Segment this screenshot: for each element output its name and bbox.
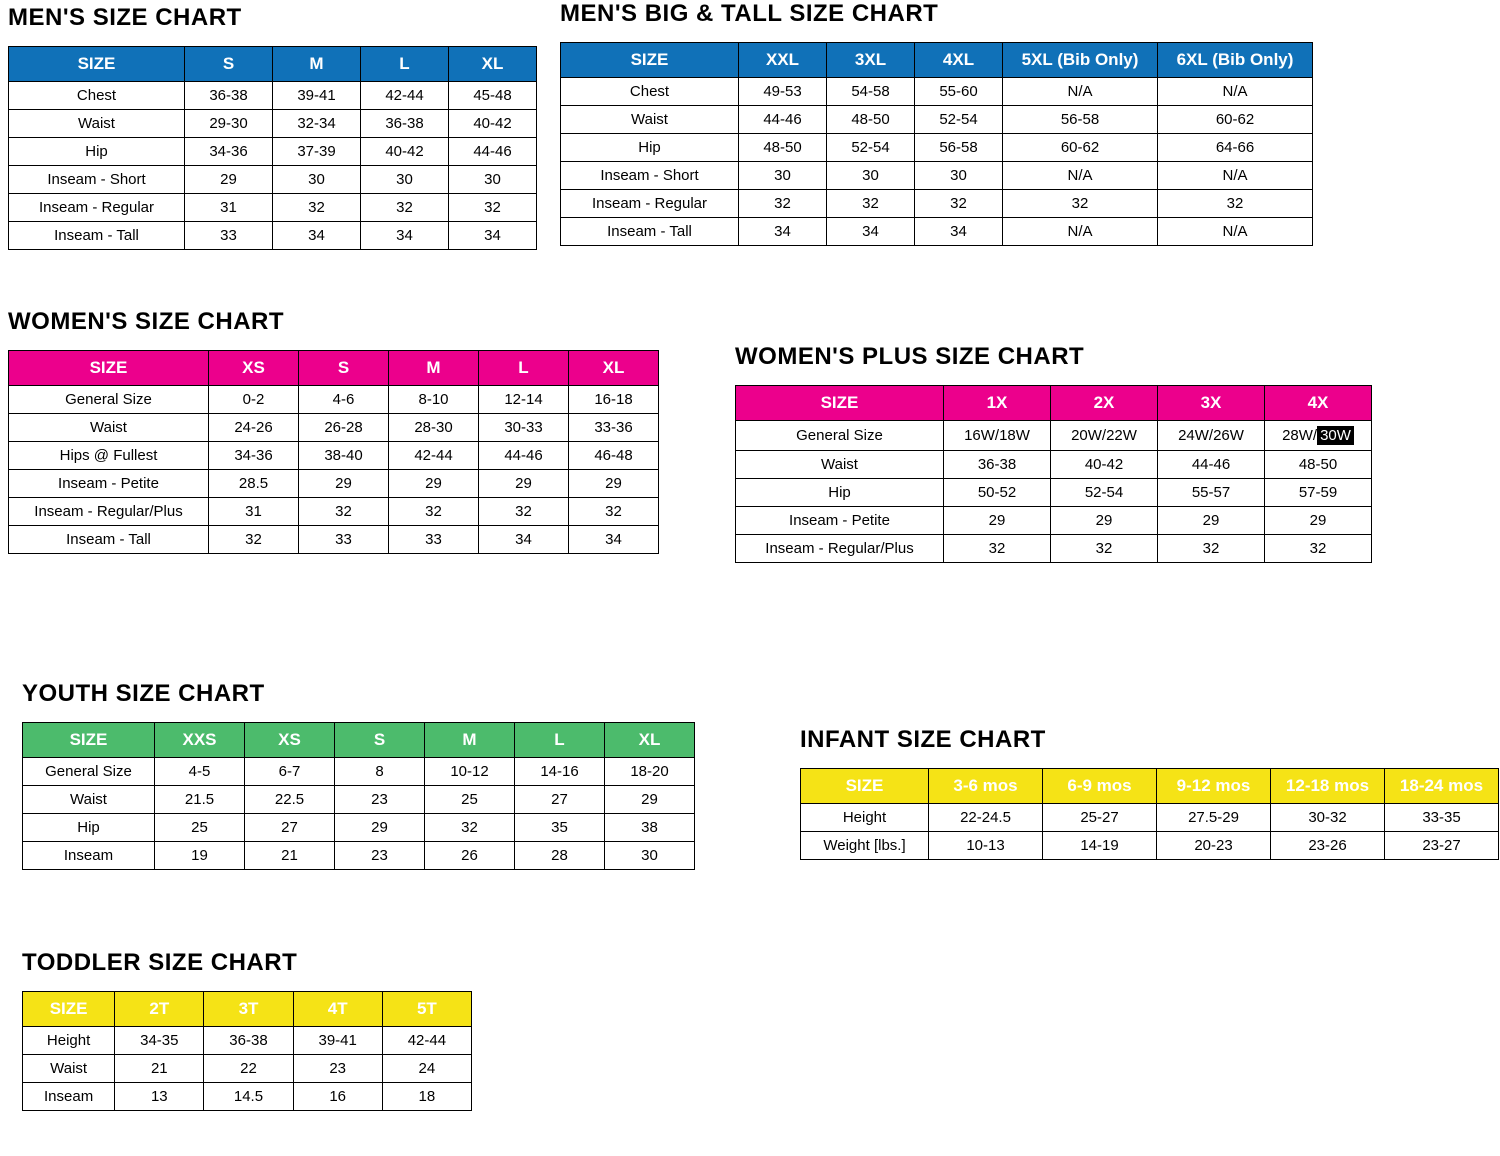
cell: 36-38 xyxy=(944,451,1051,479)
column-header: SIZE xyxy=(23,723,155,758)
column-header: XL xyxy=(605,723,695,758)
cell: 49-53 xyxy=(739,78,827,106)
toddler-size-chart xyxy=(22,949,472,1111)
cell: 4-6 xyxy=(299,386,389,414)
cell: 32 xyxy=(479,498,569,526)
cell: 44-46 xyxy=(479,442,569,470)
cell: 18 xyxy=(382,1083,471,1111)
cell: 34 xyxy=(827,218,915,246)
table-header-row xyxy=(736,386,1372,421)
toddler-size-table xyxy=(22,991,472,1111)
table-row xyxy=(801,832,1499,860)
infant-size-table xyxy=(800,768,1499,860)
table-header-row xyxy=(801,769,1499,804)
cell: 30 xyxy=(605,842,695,870)
table-row xyxy=(23,814,695,842)
cell: 20-23 xyxy=(1157,832,1271,860)
cell: 34 xyxy=(361,222,449,250)
cell: 30 xyxy=(361,166,449,194)
selected-text: 30W xyxy=(1317,426,1354,445)
column-header: SIZE xyxy=(801,769,929,804)
row-label: Inseam - Tall xyxy=(9,526,209,554)
column-header: 2T xyxy=(115,992,204,1027)
table-row xyxy=(23,1083,472,1111)
cell: 32 xyxy=(827,190,915,218)
cell: N/A xyxy=(1003,218,1158,246)
cell: 40-42 xyxy=(449,110,537,138)
cell: 32 xyxy=(361,194,449,222)
column-header: 9-12 mos xyxy=(1157,769,1271,804)
cell: 30 xyxy=(827,162,915,190)
column-header: 3T xyxy=(204,992,293,1027)
cell: 44-46 xyxy=(739,106,827,134)
column-header: 4X xyxy=(1265,386,1372,421)
cell: 32 xyxy=(1003,190,1158,218)
row-label: Inseam xyxy=(23,842,155,870)
cell: 56-58 xyxy=(915,134,1003,162)
cell: 54-58 xyxy=(827,78,915,106)
table-header-row xyxy=(23,723,695,758)
cell: 24 xyxy=(382,1055,471,1083)
page-title-toddler: TODDLER SIZE CHART xyxy=(22,949,298,976)
row-label: Inseam - Short xyxy=(9,166,185,194)
cell: 23 xyxy=(335,786,425,814)
column-header: XL xyxy=(449,47,537,82)
row-label: Chest xyxy=(9,82,185,110)
cell: 55-57 xyxy=(1158,479,1265,507)
cell: 16W/18W xyxy=(944,421,1051,451)
cell: 32 xyxy=(449,194,537,222)
cell: 55-60 xyxy=(915,78,1003,106)
mens-big-tall-size-chart xyxy=(560,0,1313,246)
cell: 18-20 xyxy=(605,758,695,786)
row-label: Weight [lbs.] xyxy=(801,832,929,860)
table-row xyxy=(9,526,659,554)
cell: 33 xyxy=(185,222,273,250)
row-label: Hip xyxy=(561,134,739,162)
mens-size-chart xyxy=(8,4,537,250)
cell: 22-24.5 xyxy=(929,804,1043,832)
row-label: Waist xyxy=(561,106,739,134)
cell: 44-46 xyxy=(449,138,537,166)
cell: 32 xyxy=(299,498,389,526)
cell: 29 xyxy=(335,814,425,842)
column-header: XS xyxy=(209,351,299,386)
cell: 29 xyxy=(185,166,273,194)
womens-plus-size-table xyxy=(735,385,1372,563)
table-row xyxy=(561,78,1313,106)
cell: N/A xyxy=(1158,78,1313,106)
column-header: 12-18 mos xyxy=(1271,769,1385,804)
cell: 28.5 xyxy=(209,470,299,498)
cell: 28 xyxy=(515,842,605,870)
cell: 38 xyxy=(605,814,695,842)
table-row xyxy=(561,162,1313,190)
cell: 50-52 xyxy=(944,479,1051,507)
infant-size-chart xyxy=(800,726,1499,860)
column-header: 4T xyxy=(293,992,382,1027)
cell: 40-42 xyxy=(361,138,449,166)
table-row xyxy=(23,1027,472,1055)
column-header: M xyxy=(389,351,479,386)
cell: 32 xyxy=(1158,535,1265,563)
cell-highlighted xyxy=(1265,421,1372,451)
row-label: Hips @ Fullest xyxy=(9,442,209,470)
cell: 34 xyxy=(479,526,569,554)
cell: 57-59 xyxy=(1265,479,1372,507)
cell: 28-30 xyxy=(389,414,479,442)
column-header: S xyxy=(299,351,389,386)
cell: 30 xyxy=(273,166,361,194)
cell: 32 xyxy=(1158,190,1313,218)
table-row xyxy=(9,498,659,526)
cell: 30 xyxy=(915,162,1003,190)
cell: 34 xyxy=(739,218,827,246)
cell: 23-26 xyxy=(1271,832,1385,860)
page-title-youth: YOUTH SIZE CHART xyxy=(22,680,265,707)
cell: 23 xyxy=(293,1055,382,1083)
cell: 4-5 xyxy=(155,758,245,786)
cell: 16-18 xyxy=(569,386,659,414)
cell: 22.5 xyxy=(245,786,335,814)
row-label: Height xyxy=(23,1027,115,1055)
row-label: Hip xyxy=(736,479,944,507)
cell: 36-38 xyxy=(185,82,273,110)
cell: 32 xyxy=(209,526,299,554)
cell: 29 xyxy=(605,786,695,814)
column-header: 3XL xyxy=(827,43,915,78)
column-header: M xyxy=(273,47,361,82)
womens-size-table xyxy=(8,350,659,554)
cell: 12-14 xyxy=(479,386,569,414)
cell: 25-27 xyxy=(1043,804,1157,832)
cell: 38-40 xyxy=(299,442,389,470)
column-header: SIZE xyxy=(561,43,739,78)
row-label: Waist xyxy=(23,1055,115,1083)
column-header: 6XL (Bib Only) xyxy=(1158,43,1313,78)
cell: 10-13 xyxy=(929,832,1043,860)
cell: 23 xyxy=(335,842,425,870)
column-header: 3X xyxy=(1158,386,1265,421)
column-header: XXS xyxy=(155,723,245,758)
cell: 29 xyxy=(479,470,569,498)
cell: 29-30 xyxy=(185,110,273,138)
cell: 26 xyxy=(425,842,515,870)
table-row xyxy=(23,786,695,814)
cell: 52-54 xyxy=(915,106,1003,134)
cell: 60-62 xyxy=(1158,106,1313,134)
cell: 35 xyxy=(515,814,605,842)
row-label: General Size xyxy=(736,421,944,451)
cell: 42-44 xyxy=(382,1027,471,1055)
youth-size-chart xyxy=(22,680,695,870)
cell: 48-50 xyxy=(739,134,827,162)
row-label: Hip xyxy=(23,814,155,842)
cell: 34 xyxy=(449,222,537,250)
cell: 31 xyxy=(209,498,299,526)
column-header: L xyxy=(515,723,605,758)
cell: 24-26 xyxy=(209,414,299,442)
page-title-mens-big-tall: MEN'S BIG & TALL SIZE CHART xyxy=(560,0,939,27)
cell: 33-35 xyxy=(1385,804,1499,832)
table-row xyxy=(9,138,537,166)
cell: 10-12 xyxy=(425,758,515,786)
table-row xyxy=(736,507,1372,535)
cell: 34 xyxy=(569,526,659,554)
column-header: XS xyxy=(245,723,335,758)
table-row xyxy=(736,451,1372,479)
table-row xyxy=(736,479,1372,507)
cell: 21 xyxy=(115,1055,204,1083)
cell: 27 xyxy=(515,786,605,814)
cell: 64-66 xyxy=(1158,134,1313,162)
table-header-row xyxy=(561,43,1313,78)
cell: 52-54 xyxy=(827,134,915,162)
column-header: XXL xyxy=(739,43,827,78)
column-header: 18-24 mos xyxy=(1385,769,1499,804)
page-title-womens-plus: WOMEN'S PLUS SIZE CHART xyxy=(735,343,1085,370)
cell: 14.5 xyxy=(204,1083,293,1111)
cell: 52-54 xyxy=(1051,479,1158,507)
table-row xyxy=(23,758,695,786)
cell: 22 xyxy=(204,1055,293,1083)
table-row xyxy=(9,110,537,138)
column-header: 5XL (Bib Only) xyxy=(1003,43,1158,78)
cell: 56-58 xyxy=(1003,106,1158,134)
column-header: SIZE xyxy=(9,47,185,82)
mens-big-tall-size-table xyxy=(560,42,1313,246)
table-row xyxy=(736,535,1372,563)
cell: N/A xyxy=(1158,162,1313,190)
youth-size-table xyxy=(22,722,695,870)
table-row xyxy=(9,166,537,194)
cell: 29 xyxy=(1265,507,1372,535)
row-label: Waist xyxy=(9,110,185,138)
cell: 46-48 xyxy=(569,442,659,470)
row-label: Inseam - Petite xyxy=(736,507,944,535)
cell: 33 xyxy=(389,526,479,554)
column-header: SIZE xyxy=(23,992,115,1027)
cell: 40-42 xyxy=(1051,451,1158,479)
cell: N/A xyxy=(1003,78,1158,106)
row-label: General Size xyxy=(23,758,155,786)
cell: 14-16 xyxy=(515,758,605,786)
cell: 29 xyxy=(1158,507,1265,535)
cell: 32 xyxy=(915,190,1003,218)
row-label: Waist xyxy=(9,414,209,442)
cell: 24W/26W xyxy=(1158,421,1265,451)
row-label: General Size xyxy=(9,386,209,414)
cell: 32 xyxy=(389,498,479,526)
row-label: Inseam - Tall xyxy=(561,218,739,246)
table-row xyxy=(9,222,537,250)
cell: 36-38 xyxy=(361,110,449,138)
cell: 20W/22W xyxy=(1051,421,1158,451)
cell: 37-39 xyxy=(273,138,361,166)
cell: 39-41 xyxy=(273,82,361,110)
column-header: XL xyxy=(569,351,659,386)
cell: 34-35 xyxy=(115,1027,204,1055)
column-header: S xyxy=(335,723,425,758)
cell: 13 xyxy=(115,1083,204,1111)
cell: 8-10 xyxy=(389,386,479,414)
table-row xyxy=(9,194,537,222)
table-row xyxy=(23,842,695,870)
table-row xyxy=(561,134,1313,162)
cell: 34 xyxy=(273,222,361,250)
column-header: 6-9 mos xyxy=(1043,769,1157,804)
table-header-row xyxy=(9,47,537,82)
column-header: SIZE xyxy=(9,351,209,386)
column-header: 4XL xyxy=(915,43,1003,78)
cell: 21.5 xyxy=(155,786,245,814)
cell: 39-41 xyxy=(293,1027,382,1055)
cell: 6-7 xyxy=(245,758,335,786)
cell: 27.5-29 xyxy=(1157,804,1271,832)
cell: 32 xyxy=(739,190,827,218)
row-label: Inseam - Regular/Plus xyxy=(736,535,944,563)
cell: 36-38 xyxy=(204,1027,293,1055)
column-header: 5T xyxy=(382,992,471,1027)
cell: 31 xyxy=(185,194,273,222)
cell: 21 xyxy=(245,842,335,870)
table-row xyxy=(9,82,537,110)
cell: N/A xyxy=(1158,218,1313,246)
table-header-row xyxy=(23,992,472,1027)
row-label: Inseam - Regular xyxy=(9,194,185,222)
cell-text-plain: 28W/ xyxy=(1282,427,1318,444)
cell: 16 xyxy=(293,1083,382,1111)
row-label: Waist xyxy=(736,451,944,479)
cell: 26-28 xyxy=(299,414,389,442)
womens-size-chart xyxy=(8,308,659,554)
table-row xyxy=(23,1055,472,1083)
cell: 34 xyxy=(915,218,1003,246)
table-row xyxy=(9,414,659,442)
cell: 29 xyxy=(944,507,1051,535)
cell: 32-34 xyxy=(273,110,361,138)
cell: 25 xyxy=(155,814,245,842)
table-row xyxy=(9,386,659,414)
table-row xyxy=(561,218,1313,246)
cell: 29 xyxy=(1051,507,1158,535)
cell: 30 xyxy=(449,166,537,194)
cell: 30-32 xyxy=(1271,804,1385,832)
womens-plus-size-chart xyxy=(735,343,1372,563)
cell: 34-36 xyxy=(209,442,299,470)
column-header: L xyxy=(479,351,569,386)
cell: 48-50 xyxy=(827,106,915,134)
mens-size-table xyxy=(8,46,537,250)
row-label: Inseam - Regular/Plus xyxy=(9,498,209,526)
cell: 33 xyxy=(299,526,389,554)
cell: 30-33 xyxy=(479,414,569,442)
table-row xyxy=(561,190,1313,218)
row-label: Hip xyxy=(9,138,185,166)
column-header: S xyxy=(185,47,273,82)
column-header: 2X xyxy=(1051,386,1158,421)
cell: 19 xyxy=(155,842,245,870)
cell: 32 xyxy=(425,814,515,842)
cell: 14-19 xyxy=(1043,832,1157,860)
cell: 44-46 xyxy=(1158,451,1265,479)
page-title-infant: INFANT SIZE CHART xyxy=(800,726,1046,753)
row-label: Inseam xyxy=(23,1083,115,1111)
cell: 42-44 xyxy=(361,82,449,110)
cell: 29 xyxy=(389,470,479,498)
cell: N/A xyxy=(1003,162,1158,190)
table-row xyxy=(9,470,659,498)
row-label: Inseam - Regular xyxy=(561,190,739,218)
table-header-row xyxy=(9,351,659,386)
cell: 25 xyxy=(425,786,515,814)
cell: 29 xyxy=(569,470,659,498)
row-label: Height xyxy=(801,804,929,832)
column-header: 3-6 mos xyxy=(929,769,1043,804)
cell: 32 xyxy=(1265,535,1372,563)
page-title-womens: WOMEN'S SIZE CHART xyxy=(8,308,285,335)
cell: 30 xyxy=(739,162,827,190)
cell: 29 xyxy=(299,470,389,498)
row-label: Chest xyxy=(561,78,739,106)
page-title-mens: MEN'S SIZE CHART xyxy=(8,4,242,31)
row-label: Waist xyxy=(23,786,155,814)
cell: 0-2 xyxy=(209,386,299,414)
row-label: Inseam - Tall xyxy=(9,222,185,250)
column-header: L xyxy=(361,47,449,82)
table-row xyxy=(801,804,1499,832)
column-header: 1X xyxy=(944,386,1051,421)
column-header: M xyxy=(425,723,515,758)
table-row xyxy=(736,421,1372,451)
cell: 33-36 xyxy=(569,414,659,442)
cell: 32 xyxy=(1051,535,1158,563)
cell: 60-62 xyxy=(1003,134,1158,162)
cell: 32 xyxy=(273,194,361,222)
row-label: Inseam - Petite xyxy=(9,470,209,498)
cell: 42-44 xyxy=(389,442,479,470)
cell: 48-50 xyxy=(1265,451,1372,479)
cell: 27 xyxy=(245,814,335,842)
cell: 8 xyxy=(335,758,425,786)
table-row xyxy=(561,106,1313,134)
row-label: Inseam - Short xyxy=(561,162,739,190)
table-row xyxy=(9,442,659,470)
cell: 34-36 xyxy=(185,138,273,166)
cell: 23-27 xyxy=(1385,832,1499,860)
cell: 45-48 xyxy=(449,82,537,110)
column-header: SIZE xyxy=(736,386,944,421)
cell: 32 xyxy=(944,535,1051,563)
cell: 32 xyxy=(569,498,659,526)
